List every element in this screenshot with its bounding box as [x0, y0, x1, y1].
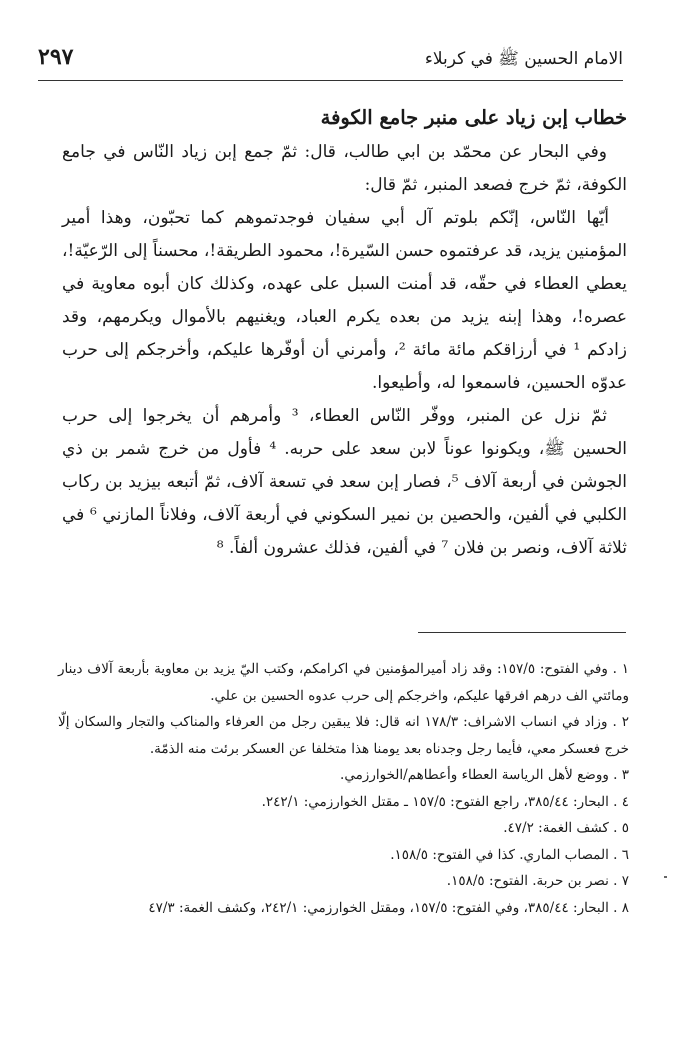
- footnote-3: ٣ . ووضع لأهل الرياسة العطاء وأعطاهم/الخوارزمي.: [340, 767, 629, 783]
- paragraph-intro: وفي البحار عن محمّد بن ابي طالب، قال: ثمّ جمع إبن زياد النّاس في جامع الكوفة، ثمّ خرج فصعد المنبر، ثمّ قال:: [62, 142, 627, 195]
- footnote-divider: [418, 632, 626, 633]
- footnote-4: ٤ . البحار: ٣٨٥/٤٤، راجع الفتوح: ١٥٧/٥ ـ مقتل الخوارزمي: ٢٤٢/١.: [261, 793, 629, 810]
- header-divider: [38, 80, 623, 81]
- page-number: ٢٩٧: [38, 44, 74, 70]
- margin-mark: [664, 876, 667, 878]
- main-text: [62, 100, 627, 565]
- running-header: [38, 44, 623, 78]
- paragraph-narration: ثمّ نزل عن المنبر، ووفّر النّاس العطاء، ³ وأمرهم أن يخرجوا إلى حرب الحسين ﷺ، ويكونوا عوناً لابن سعد على حربه. ⁴ فأول من خرج شمر بن ذي الجوشن في أربعة آلاف ⁵، فصار إبن سعد في تسعة آلاف، ثمّ أتبعه بيزيد بن ركاب الكلبي في ألفين، والحصين بن نمير السكوني في أربعة آلاف، وفلاناً المازني ⁶ في ثلاثة آلاف، ونصر بن فلان ⁷ في ألفين، فذلك عشرون ألفاً. ⁸: [62, 406, 627, 558]
- section-title: خطاب إبن زياد على منبر جامع الكوفة: [320, 106, 627, 129]
- footnote-7: ٧ . نصر بن حربة. الفتوح: ١٥٨/٥.: [446, 873, 629, 889]
- running-header-title: الامام الحسين ﷺ في كربلاء: [424, 49, 623, 69]
- footnotes-list: [58, 656, 629, 921]
- footnote-1: ١ . وفي الفتوح: ١٥٧/٥: وقد زاد أميرالمؤمنين في اكرامكم، وكتب اليّ يزيد بن معاوية بأربعة آلاف دينار ومائتي الف درهم افرقها عليكم، واخرجكم إلى حرب عدوه الحسين بن علي.: [58, 661, 629, 704]
- footnote-8: ٨ . البحار: ٣٨٥/٤٤، وفي الفتوح: ١٥٧/٥، ومقتل الخوارزمي: ٢٤٢/١، وكشف الغمة: ٤٧/٣: [148, 899, 629, 916]
- paragraph-speech: أيّها النّاس، إنّكم بلوتم آل أبي سفيان فوجدتموهم كما تحبّون، وهذا أمير المؤمنين يزيد، قد عرفتموه حسن السّيرة!، محمود الطريقة!، محسناً إلى الرّعيّة!، يعطي العطاء في حقّه، قد أمنت السبل على عهده، وكذلك كان أبوه معاوية في عصره!، وهذا إبنه يزيد من بعده يكرم العباد، ويغنيهم بالأموال ويكرمهم، وقد زادكم ¹ في أرزاقكم مائة مائة ²، وأمرني أن أوفّرها عليكم، وأخرجكم إلى حرب عدوّه الحسين، فاسمعوا له، وأطيعوا.: [62, 208, 627, 393]
- footnote-2: ٢ . وزاد في انساب الاشراف: ١٧٨/٣ انه قال: فلا يبقين رجل من العرفاء والمناكب والتجار والسكان إلّا خرج فعسكر معي، فأيما رجل وجدناه بعد يومنا هذا متخلفا عن العسكر برئت منه الذمّة.: [58, 714, 629, 757]
- footnote-5: ٥ . كشف الغمة: ٤٧/٢.: [503, 820, 629, 836]
- footnote-6: ٦ . المصاب الماري. كذا في الفتوح: ١٥٨/٥.: [390, 846, 629, 863]
